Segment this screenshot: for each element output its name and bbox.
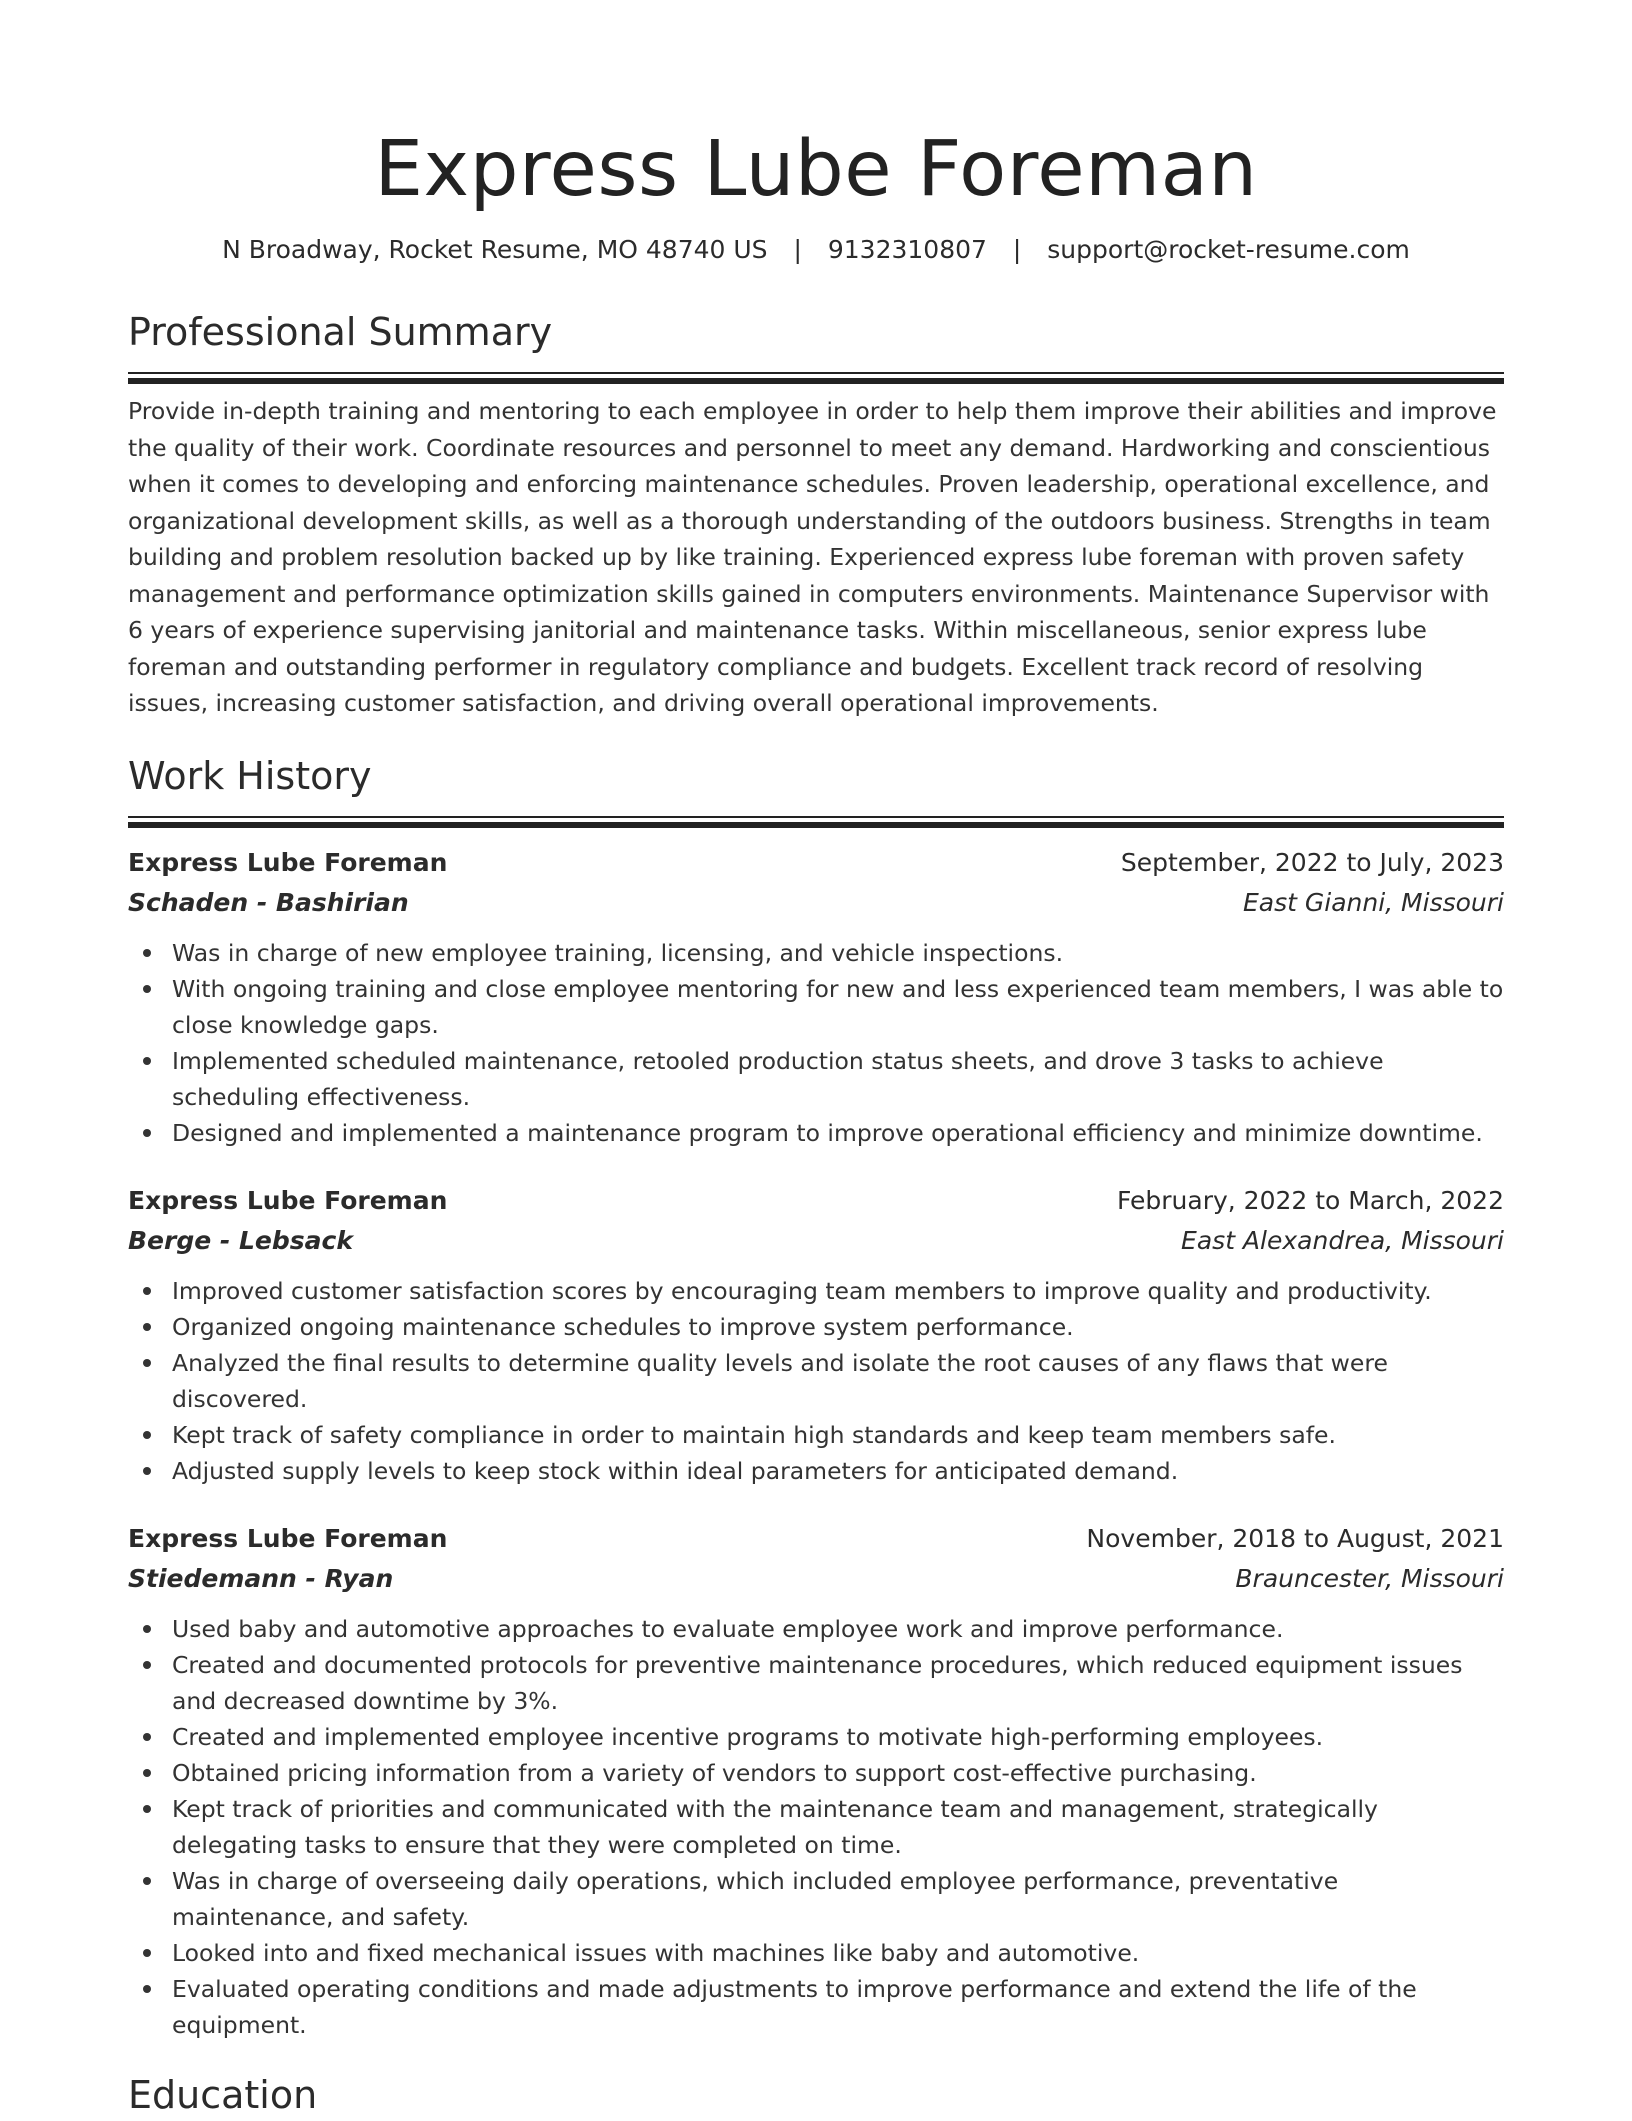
job-bullet: Kept track of safety compliance in order to maintain high standards and keep team members safe. bbox=[172, 1417, 1504, 1453]
job-bullet: Implemented scheduled maintenance, retooled production status sheets, and drove 3 tasks to achieve scheduling effectiveness. bbox=[172, 1043, 1504, 1115]
job-bullet: With ongoing training and close employee mentoring for new and less experienced team members, I was able to close knowledge gaps. bbox=[172, 971, 1504, 1043]
contact-separator: | bbox=[1012, 235, 1022, 264]
contact-phone: 9132310807 bbox=[827, 235, 987, 264]
contact-email: support@rocket-resume.com bbox=[1047, 235, 1410, 264]
job-company: Berge - Lebsack bbox=[128, 1225, 353, 1255]
job-company-row bbox=[128, 883, 1504, 923]
job-title: Express Lube Foreman bbox=[128, 1185, 448, 1215]
job-bullet: Created and documented protocols for preventive maintenance procedures, which reduced equipment issues and decreased downtime by 3%. bbox=[172, 1647, 1504, 1719]
summary-section bbox=[128, 306, 1504, 722]
job-bullet: Used baby and automotive approaches to evaluate employee work and improve performance. bbox=[172, 1611, 1504, 1647]
job-header-row bbox=[128, 843, 1504, 883]
job-title: Express Lube Foreman bbox=[128, 1523, 448, 1553]
education-section bbox=[128, 2069, 1504, 2121]
section-title-summary: Professional Summary bbox=[128, 310, 553, 354]
contact-line bbox=[128, 232, 1504, 268]
job-company: Schaden - Bashirian bbox=[128, 887, 409, 917]
job-location: East Alexandrea, Missouri bbox=[1181, 1225, 1504, 1255]
job-title: Express Lube Foreman bbox=[128, 847, 448, 877]
job-bullet-list bbox=[128, 1611, 1504, 2043]
job-dates: February, 2022 to March, 2022 bbox=[1116, 1185, 1504, 1215]
job-bullet: Kept track of priorities and communicated with the maintenance team and management, strategically delegating tasks to ensure that they were completed on time. bbox=[172, 1791, 1504, 1863]
work-history-section bbox=[128, 750, 1504, 2043]
contact-address: N Broadway, Rocket Resume, MO 48740 US bbox=[222, 235, 768, 264]
section-title-work-history: Work History bbox=[128, 753, 372, 798]
section-divider bbox=[128, 816, 1504, 821]
job-entry bbox=[128, 1181, 1504, 1489]
summary-text: Provide in-depth training and mentoring to each employee in order to help them improve their abilities and improve the quality of their work. Coordinate resources and personnel to meet any demand. Hardworking and conscientious when it comes to developing and enforcing maintenance schedules. Proven leadership, operational excellence, and organizational development skills, as well as a thorough understanding of the outdoors business. Strengths in team building and problem resolution backed up by like training. Experienced express lube foreman with proven safety management and performance optimization skills gained in computers environments. Maintenance Supervisor with 6 years of experience supervising janitorial and maintenance tasks. Within miscellaneous, senior express lube foreman and outstanding performer in regulatory compliance and budgets. Excellent track record of resolving issues, increasing customer satisfaction, and driving overall operational improvements. bbox=[128, 397, 1497, 717]
job-bullet: Adjusted supply levels to keep stock within ideal parameters for anticipated demand. bbox=[172, 1453, 1504, 1489]
job-bullet-list bbox=[128, 935, 1504, 1151]
job-bullet-list bbox=[128, 1273, 1504, 1489]
job-bullet: Designed and implemented a maintenance program to improve operational efficiency and minimize downtime. bbox=[172, 1115, 1504, 1151]
job-bullet: Created and implemented employee incentive programs to motivate high-performing employees. bbox=[172, 1719, 1504, 1755]
job-dates: September, 2022 to July, 2023 bbox=[1120, 847, 1504, 877]
job-header-row bbox=[128, 1181, 1504, 1221]
job-bullet: Improved customer satisfaction scores by encouraging team members to improve quality and productivity. bbox=[172, 1273, 1504, 1309]
job-company-row bbox=[128, 1221, 1504, 1261]
resume-name: Express Lube Foreman bbox=[374, 125, 1258, 214]
job-bullet: Organized ongoing maintenance schedules to improve system performance. bbox=[172, 1309, 1504, 1345]
job-location: East Gianni, Missouri bbox=[1243, 887, 1504, 917]
job-dates: November, 2018 to August, 2021 bbox=[1086, 1523, 1504, 1553]
job-header-row bbox=[128, 1519, 1504, 1559]
job-company: Stiedemann - Ryan bbox=[128, 1563, 394, 1593]
job-company-row bbox=[128, 1559, 1504, 1599]
resume-page bbox=[128, 0, 1504, 2121]
job-bullet: Looked into and fixed mechanical issues with machines like baby and automotive. bbox=[172, 1935, 1504, 1971]
job-location: Brauncester, Missouri bbox=[1235, 1563, 1504, 1593]
job-bullet: Was in charge of overseeing daily operations, which included employee performance, preventative maintenance, and safety. bbox=[172, 1863, 1504, 1935]
job-bullet: Was in charge of new employee training, licensing, and vehicle inspections. bbox=[172, 935, 1504, 971]
section-divider bbox=[128, 372, 1504, 377]
job-entry bbox=[128, 843, 1504, 1151]
job-bullet: Evaluated operating conditions and made adjustments to improve performance and extend the life of the equipment. bbox=[172, 1971, 1504, 2043]
section-title-education: Education bbox=[128, 2072, 318, 2117]
job-entry bbox=[128, 1519, 1504, 2043]
contact-separator: | bbox=[793, 235, 802, 264]
job-bullet: Analyzed the final results to determine quality levels and isolate the root causes of any flaws that were discovered. bbox=[172, 1345, 1504, 1417]
job-bullet: Obtained pricing information from a variety of vendors to support cost-effective purchasing. bbox=[172, 1755, 1504, 1791]
